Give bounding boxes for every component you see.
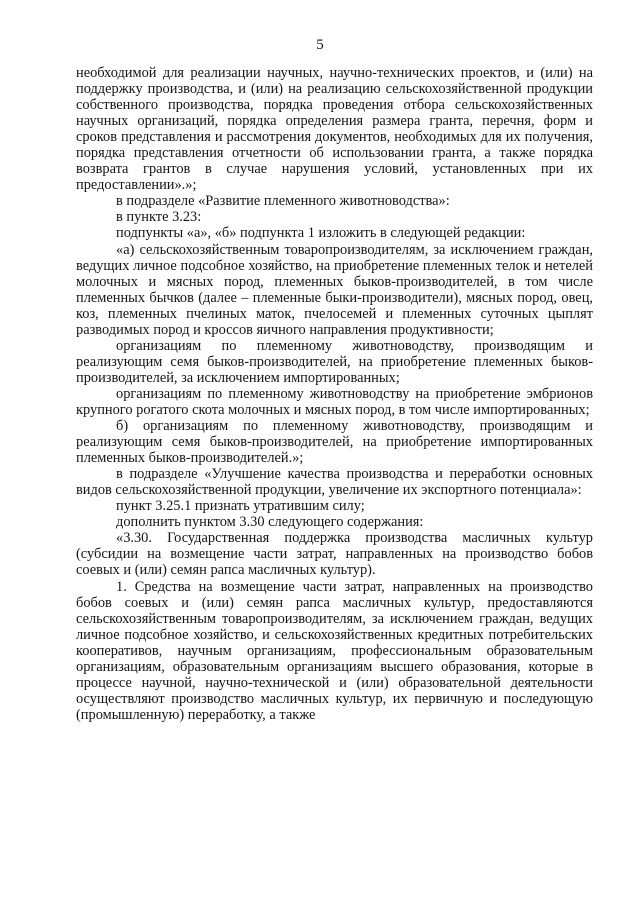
paragraph: 1. Средства на возмещение части затрат, направленных на производство бобов соевых и (или) семян рапса масличных культур, предоставляются сельскохозяйственным товаропроизводителям, за исключением граждан, ведущих личное подсобное хозяйство, и сельскохозяйственных кредитных потребительских кооперативов, научным организациям, профессиональным образовательным организациям, образовательным организациям высшего образования, которые в процессе научной, научно-технической и (или) образовательной деятельности осуществляют производство масличных культур, их первичную и последующую (промышленную) переработку, а также	[76, 578, 593, 723]
paragraph: «а) сельскохозяйственным товаропроизводителям, за исключением граждан, ведущих личное подсобное хозяйство, на приобретение племенных телок и нетелей молочных и мясных пород, племенных быков-производителей, в том числе племенных бычков (далее – племенные быки-производители), мясных пород, овец, коз, племенных пчелиных маток, пчелосемей и племенных суточных цыплят разводимых пород и кроссов яичного направления продуктивности;	[76, 241, 593, 338]
document-body	[76, 65, 593, 723]
paragraph: в подразделе «Развитие племенного животноводства»:	[116, 193, 450, 210]
paragraph: в подразделе «Улучшение качества производства и переработки основных видов сельскохозяйственной продукции, увеличение их экспортного потенциала»:	[76, 466, 593, 499]
paragraph: пункт 3.25.1 признать утратившим силу;	[116, 498, 365, 515]
paragraph: «3.30. Государственная поддержка производства масличных культур (субсидии на возмещение части затрат, направленных на производство бобов соевых и (или) семян рапса масличных культур).	[76, 530, 593, 579]
paragraph: в пункте 3.23:	[116, 209, 202, 226]
paragraph: организациям по племенному животноводству на приобретение эмбрионов крупного рогатого скота молочных и мясных пород, в том числе импортированных;	[76, 385, 593, 418]
paragraph: необходимой для реализации научных, научно-технических проектов, и (или) на поддержку производства, и (или) на реализацию сельскохозяйственной продукции собственного производства, порядка проведения отбора сельскохозяйственных научных организаций, порядка определения размера гранта, перечня, форм и сроков представления и рассмотрения документов, необходимых для их получения, порядка представления отчетности об использовании гранта, а также порядка возврата грантов в случае нарушения условий, установленных при их предоставлении».»;	[76, 65, 593, 194]
paragraph: подпункты «а», «б» подпункта 1 изложить в следующей редакции:	[116, 225, 526, 242]
paragraph: дополнить пунктом 3.30 следующего содержания:	[116, 514, 424, 531]
paragraph: организациям по племенному животноводству, производящим и реализующим семя быков-производителей, на приобретение племенных быков-производителей, за исключением импортированных;	[76, 337, 593, 386]
paragraph: б) организациям по племенному животноводству, производящим и реализующим семя быков-производителей, на приобретение импортированных племенных быков-производителей.»;	[76, 418, 593, 467]
page-number: 5	[316, 37, 324, 53]
